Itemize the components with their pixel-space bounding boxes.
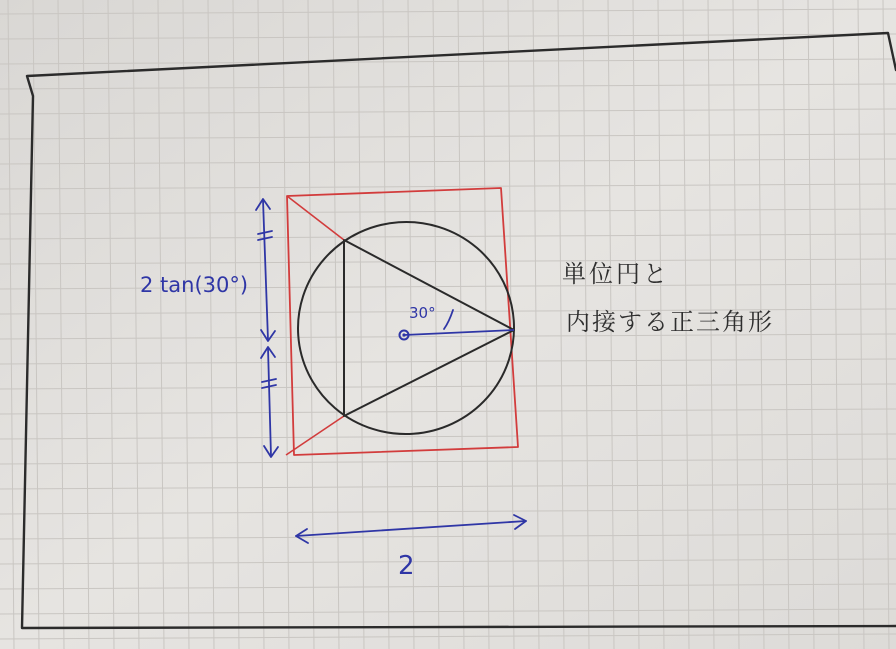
angle-label: 30° <box>409 304 436 322</box>
center-dot <box>402 333 405 336</box>
width-label: 2 <box>398 551 415 581</box>
height-label: 2 tan(30°) <box>140 273 249 297</box>
caption-line-1: 単位円と <box>562 260 670 288</box>
caption-line-2: 内接する正三角形 <box>566 308 774 336</box>
